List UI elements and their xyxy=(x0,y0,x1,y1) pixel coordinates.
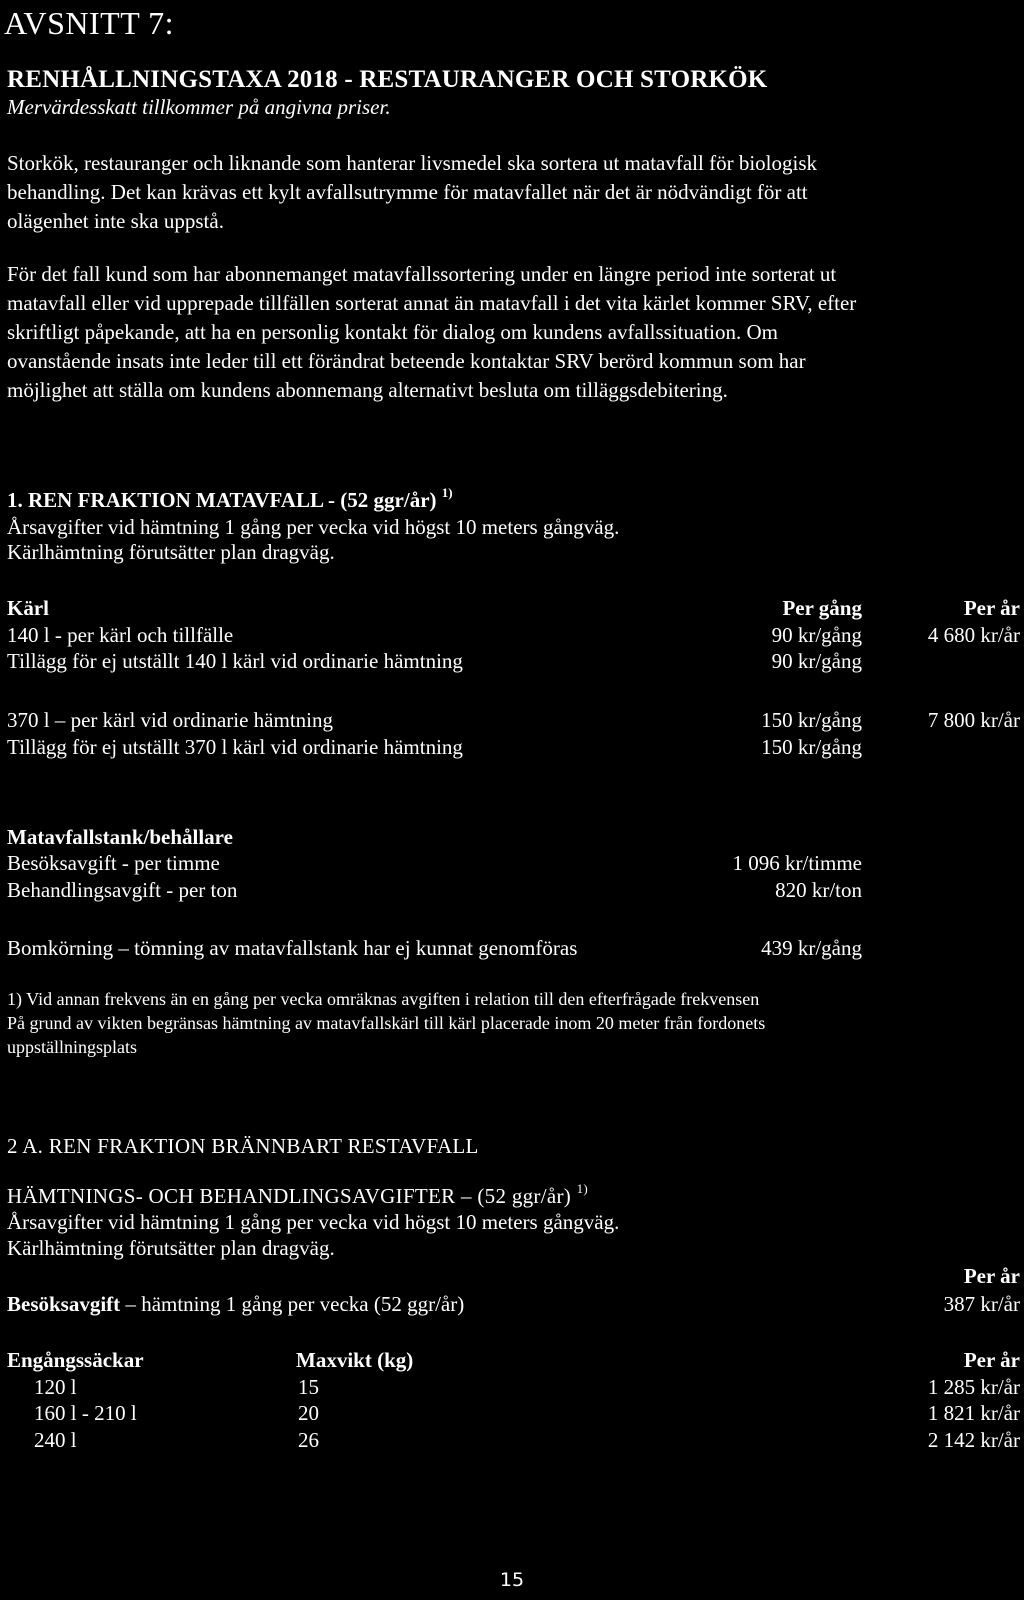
bom-price: 439 kr/gång xyxy=(761,936,862,960)
footnote-line: uppställningsplats xyxy=(7,1037,137,1057)
col-header-per-time: Per gång xyxy=(782,596,862,620)
visit-fee-label xyxy=(7,1290,464,1319)
intro-line: behandling. Det kan krävas ett kylt avfallsutrymme för matavfallet när det är nödvändigt för att xyxy=(7,180,808,204)
intro-paragraph xyxy=(7,149,817,236)
bin-row-per-year: 7 800 kr/år xyxy=(927,708,1020,732)
section2-subtitle-text: HÄMTNINGS- OCH BEHANDLINGSAVGIFTER – (52 ggr/år) xyxy=(7,1184,572,1208)
section1-title-text: 1. REN FRAKTION MATAVFALL - (52 ggr/år) xyxy=(7,488,437,512)
section2-subtitle xyxy=(7,1182,588,1211)
section2-desc-line: Kärlhämtning förutsätter plan dragväg. xyxy=(7,1236,335,1260)
vat-note: Mervärdesskatt tillkommer på angivna priser. xyxy=(7,95,391,119)
bin-row-per-year: 4 680 kr/år xyxy=(927,623,1020,647)
section1-desc-line: Årsavgifter vid hämtning 1 gång per vecka vid högst 10 meters gångväg. xyxy=(7,515,620,539)
sack-size: 120 l xyxy=(34,1375,77,1399)
rule-line: möjlighet att ställa om kundens abonnemang alternativt besluta om tilläggsdebitering. xyxy=(7,378,728,402)
sack-size: 240 l xyxy=(34,1428,77,1452)
bin-row-label: 370 l – per kärl vid ordinarie hämtning xyxy=(7,708,334,732)
bin-row-per-time: 150 kr/gång xyxy=(761,708,862,732)
tank-row-label: Behandlingsavgift - per ton xyxy=(7,878,238,902)
col-header-per-year: Per år xyxy=(963,596,1020,620)
col-header-maxweight: Maxvikt (kg) xyxy=(296,1348,414,1372)
sack-price: 2 142 kr/år xyxy=(927,1428,1020,1452)
rule-line: För det fall kund som har abonnemanget matavfallssortering under en längre period inte sorterat ut xyxy=(7,262,837,286)
tank-row-price: 820 kr/ton xyxy=(775,878,862,902)
sorting-rule-paragraph xyxy=(7,260,856,405)
sack-price: 1 285 kr/år xyxy=(927,1375,1020,1399)
bin-row-per-time: 90 kr/gång xyxy=(771,649,862,673)
col-header-container: Kärl xyxy=(7,596,49,620)
sack-size: 160 l - 210 l xyxy=(34,1401,137,1425)
page-heading: RENHÅLLNINGSTAXA 2018 - RESTAURANGER OCH STORKÖK xyxy=(7,66,768,93)
tank-row-price: 1 096 kr/timme xyxy=(732,851,862,875)
intro-line: olägenhet inte ska uppstå. xyxy=(7,209,224,233)
bom-label: Bomkörning – tömning av matavfallstank har ej kunnat genomföras xyxy=(7,936,578,960)
section2-desc-line: Årsavgifter vid hämtning 1 gång per vecka vid högst 10 meters gångväg. xyxy=(7,1210,620,1234)
footnote-ref: 1) xyxy=(576,1181,589,1196)
section-title: AVSNITT 7: xyxy=(4,5,175,41)
visit-fee-label-bold: Besöksavgift xyxy=(7,1292,121,1316)
section1-title xyxy=(7,486,453,515)
sack-weight: 15 xyxy=(298,1375,319,1399)
col-header-sack: Engångssäckar xyxy=(7,1348,144,1372)
tank-row-label: Besöksavgift - per timme xyxy=(7,851,220,875)
bin-row-label: Tillägg för ej utställt 140 l kärl vid ordinarie hämtning xyxy=(7,649,463,673)
sack-weight: 20 xyxy=(298,1401,319,1425)
bin-row-label: 140 l - per kärl och tillfälle xyxy=(7,623,234,647)
page-number: 15 xyxy=(499,1569,525,1591)
visit-fee-label-rest: – hämtning 1 gång per vecka (52 ggr/år) xyxy=(120,1292,465,1316)
intro-line: Storkök, restauranger och liknande som hanterar livsmedel ska sortera ut matavfall för biologisk xyxy=(7,151,818,175)
sack-weight: 26 xyxy=(298,1428,319,1452)
section1-desc-line: Kärlhämtning förutsätter plan dragväg. xyxy=(7,540,335,564)
rule-line: ovanstående insats inte leder till ett förändrat beteende kontaktar SRV berörd kommun som har xyxy=(7,349,806,373)
visit-fee-price: 387 kr/år xyxy=(943,1292,1020,1316)
footnote-line: 1) Vid annan frekvens än en gång per vecka omräknas avgiften i relation till den efterfrågade frekvensen xyxy=(7,989,760,1009)
rule-line: skriftligt påpekande, att ha en personlig kontakt för dialog om kundens avfallssituation. Om xyxy=(7,320,779,344)
footnote-line: På grund av vikten begränsas hämtning av matavfallskärl till kärl placerade inom 20 meter från fordonets xyxy=(7,1013,766,1033)
per-year-header: Per år xyxy=(963,1264,1020,1288)
rule-line: matavfall eller vid upprepade tillfällen sorterat annat än matavfall i det vita kärlet kommer SRV, efter xyxy=(7,291,857,315)
bin-row-label: Tillägg för ej utställt 370 l kärl vid ordinarie hämtning xyxy=(7,735,463,759)
bin-row-per-time: 90 kr/gång xyxy=(771,623,862,647)
col-header-sack-per-year: Per år xyxy=(963,1348,1020,1372)
bin-row-per-time: 150 kr/gång xyxy=(761,735,862,759)
sack-price: 1 821 kr/år xyxy=(927,1401,1020,1425)
tank-title: Matavfallstank/behållare xyxy=(7,825,233,849)
section2-title: 2 A. REN FRAKTION BRÄNNBART RESTAVFALL xyxy=(7,1134,479,1158)
footnote-ref: 1) xyxy=(441,485,453,500)
